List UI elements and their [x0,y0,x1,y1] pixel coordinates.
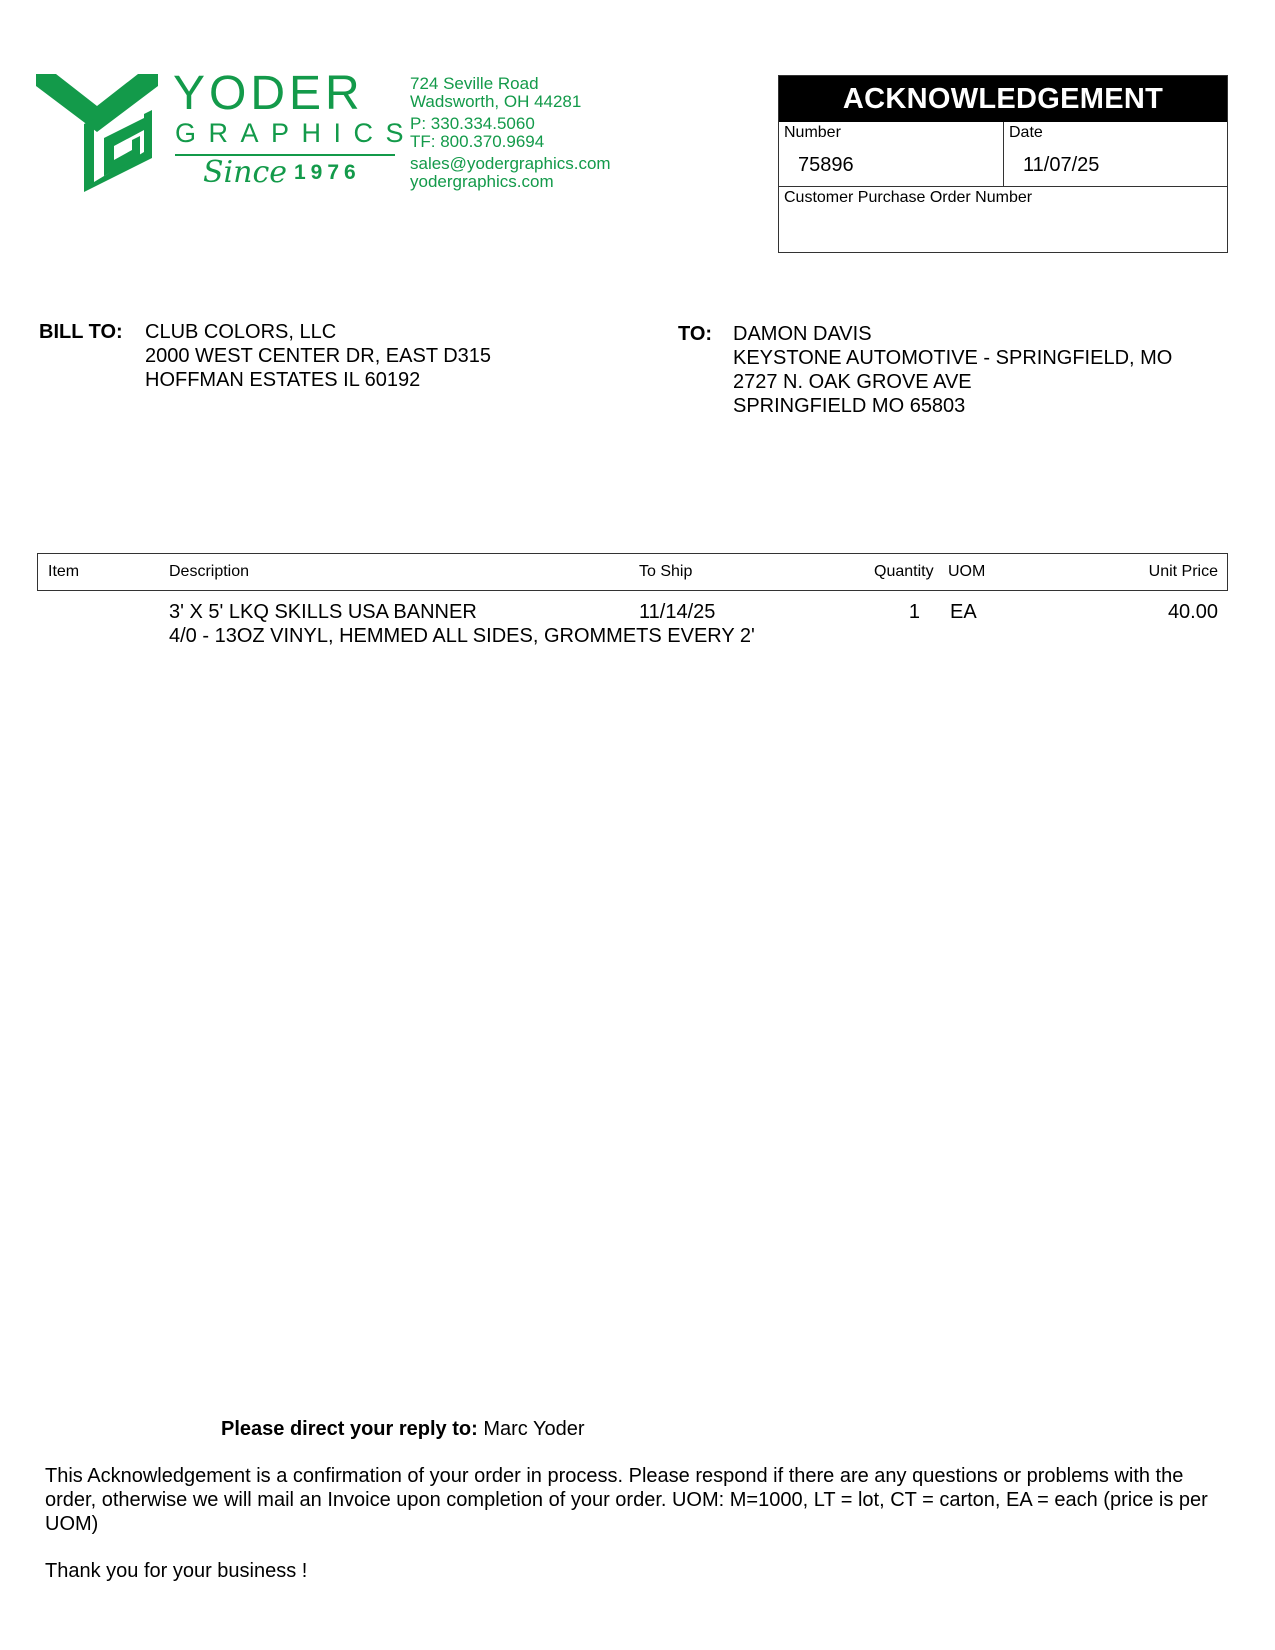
ship-to-line: 2727 N. OAK GROVE AVE [733,371,972,393]
brand-since-script: Since [203,155,288,190]
ack-number-value: 75896 [798,154,854,176]
row-description: 3' X 5' LKQ SKILLS USA BANNER [169,601,477,623]
company-street: 724 Seville Road [410,74,539,93]
col-header-quantity: Quantity [874,563,934,580]
brand-name-graphics: GRAPHICS [175,118,417,148]
ack-number-label: Number [784,124,841,141]
row-unit-price: 40.00 [1167,601,1218,623]
terms-paragraph: This Acknowledgement is a confirmation of your order in process. Please respond if there are any questions or problems with the order, otherwise we will mail an Invoice upon completion of your order. UOM: M=1000, LT = lot, CT = carton, EA = each (price is per UOM) [45,1465,1208,1535]
bill-to-address [145,320,491,392]
brand-since-year: 1976 [294,161,361,184]
reply-to-name: Marc Yoder [483,1418,585,1440]
col-header-item: Item [48,563,80,580]
ack-date-value: 11/07/25 [1023,154,1100,176]
items-table-header [37,553,1228,591]
col-header-to-ship: To Ship [639,563,693,580]
col-header-unit-price: Unit Price [1148,563,1218,580]
ack-date-cell [1004,122,1227,186]
yg-monogram-icon [36,74,158,192]
bill-to-label: BILL TO: [39,321,123,343]
reply-to-label: Please direct your reply to: [221,1418,478,1440]
company-website[interactable]: yodergraphics.com [410,172,554,191]
ship-to-line: DAMON DAVIS [733,323,872,345]
ack-number-cell [779,122,1004,186]
col-header-description: Description [169,563,250,580]
document-title: ACKNOWLEDGEMENT [779,76,1227,122]
bill-to-line: CLUB COLORS, LLC [145,321,337,343]
reply-to [221,1418,585,1441]
customer-po-label: Customer Purchase Order Number [784,189,1033,206]
bill-to-line: 2000 WEST CENTER DR, EAST D315 [145,345,492,367]
ship-to-address [733,322,1172,418]
ship-to-line: KEYSTONE AUTOMOTIVE - SPRINGFIELD, MO [733,347,1173,369]
bill-to-line: HOFFMAN ESTATES IL 60192 [145,369,421,391]
row-quantity: 1 [908,601,920,623]
ack-date-label: Date [1009,124,1043,141]
company-contact [410,75,611,191]
row-description-detail: 4/0 - 13OZ VINYL, HEMMED ALL SIDES, GROMMETS EVERY 2' [169,625,755,647]
thank-you-note: Thank you for your business ! [45,1560,308,1582]
company-phone: P: 330.334.5060 [410,114,535,133]
ship-to-label: TO: [678,323,713,345]
ship-to-line: SPRINGFIELD MO 65803 [733,395,966,417]
company-email[interactable]: sales@yodergraphics.com [410,154,611,173]
brand-name-yoder: YODER [173,67,364,120]
acknowledgement-box [778,75,1228,253]
row-uom: EA [950,601,977,623]
company-city: Wadsworth, OH 44281 [410,92,582,111]
ack-number-date-row [779,122,1227,187]
company-toll-free: TF: 800.370.9694 [410,132,545,151]
customer-po-cell [779,187,1227,252]
col-header-uom: UOM [948,563,986,580]
row-to-ship: 11/14/25 [639,601,716,623]
